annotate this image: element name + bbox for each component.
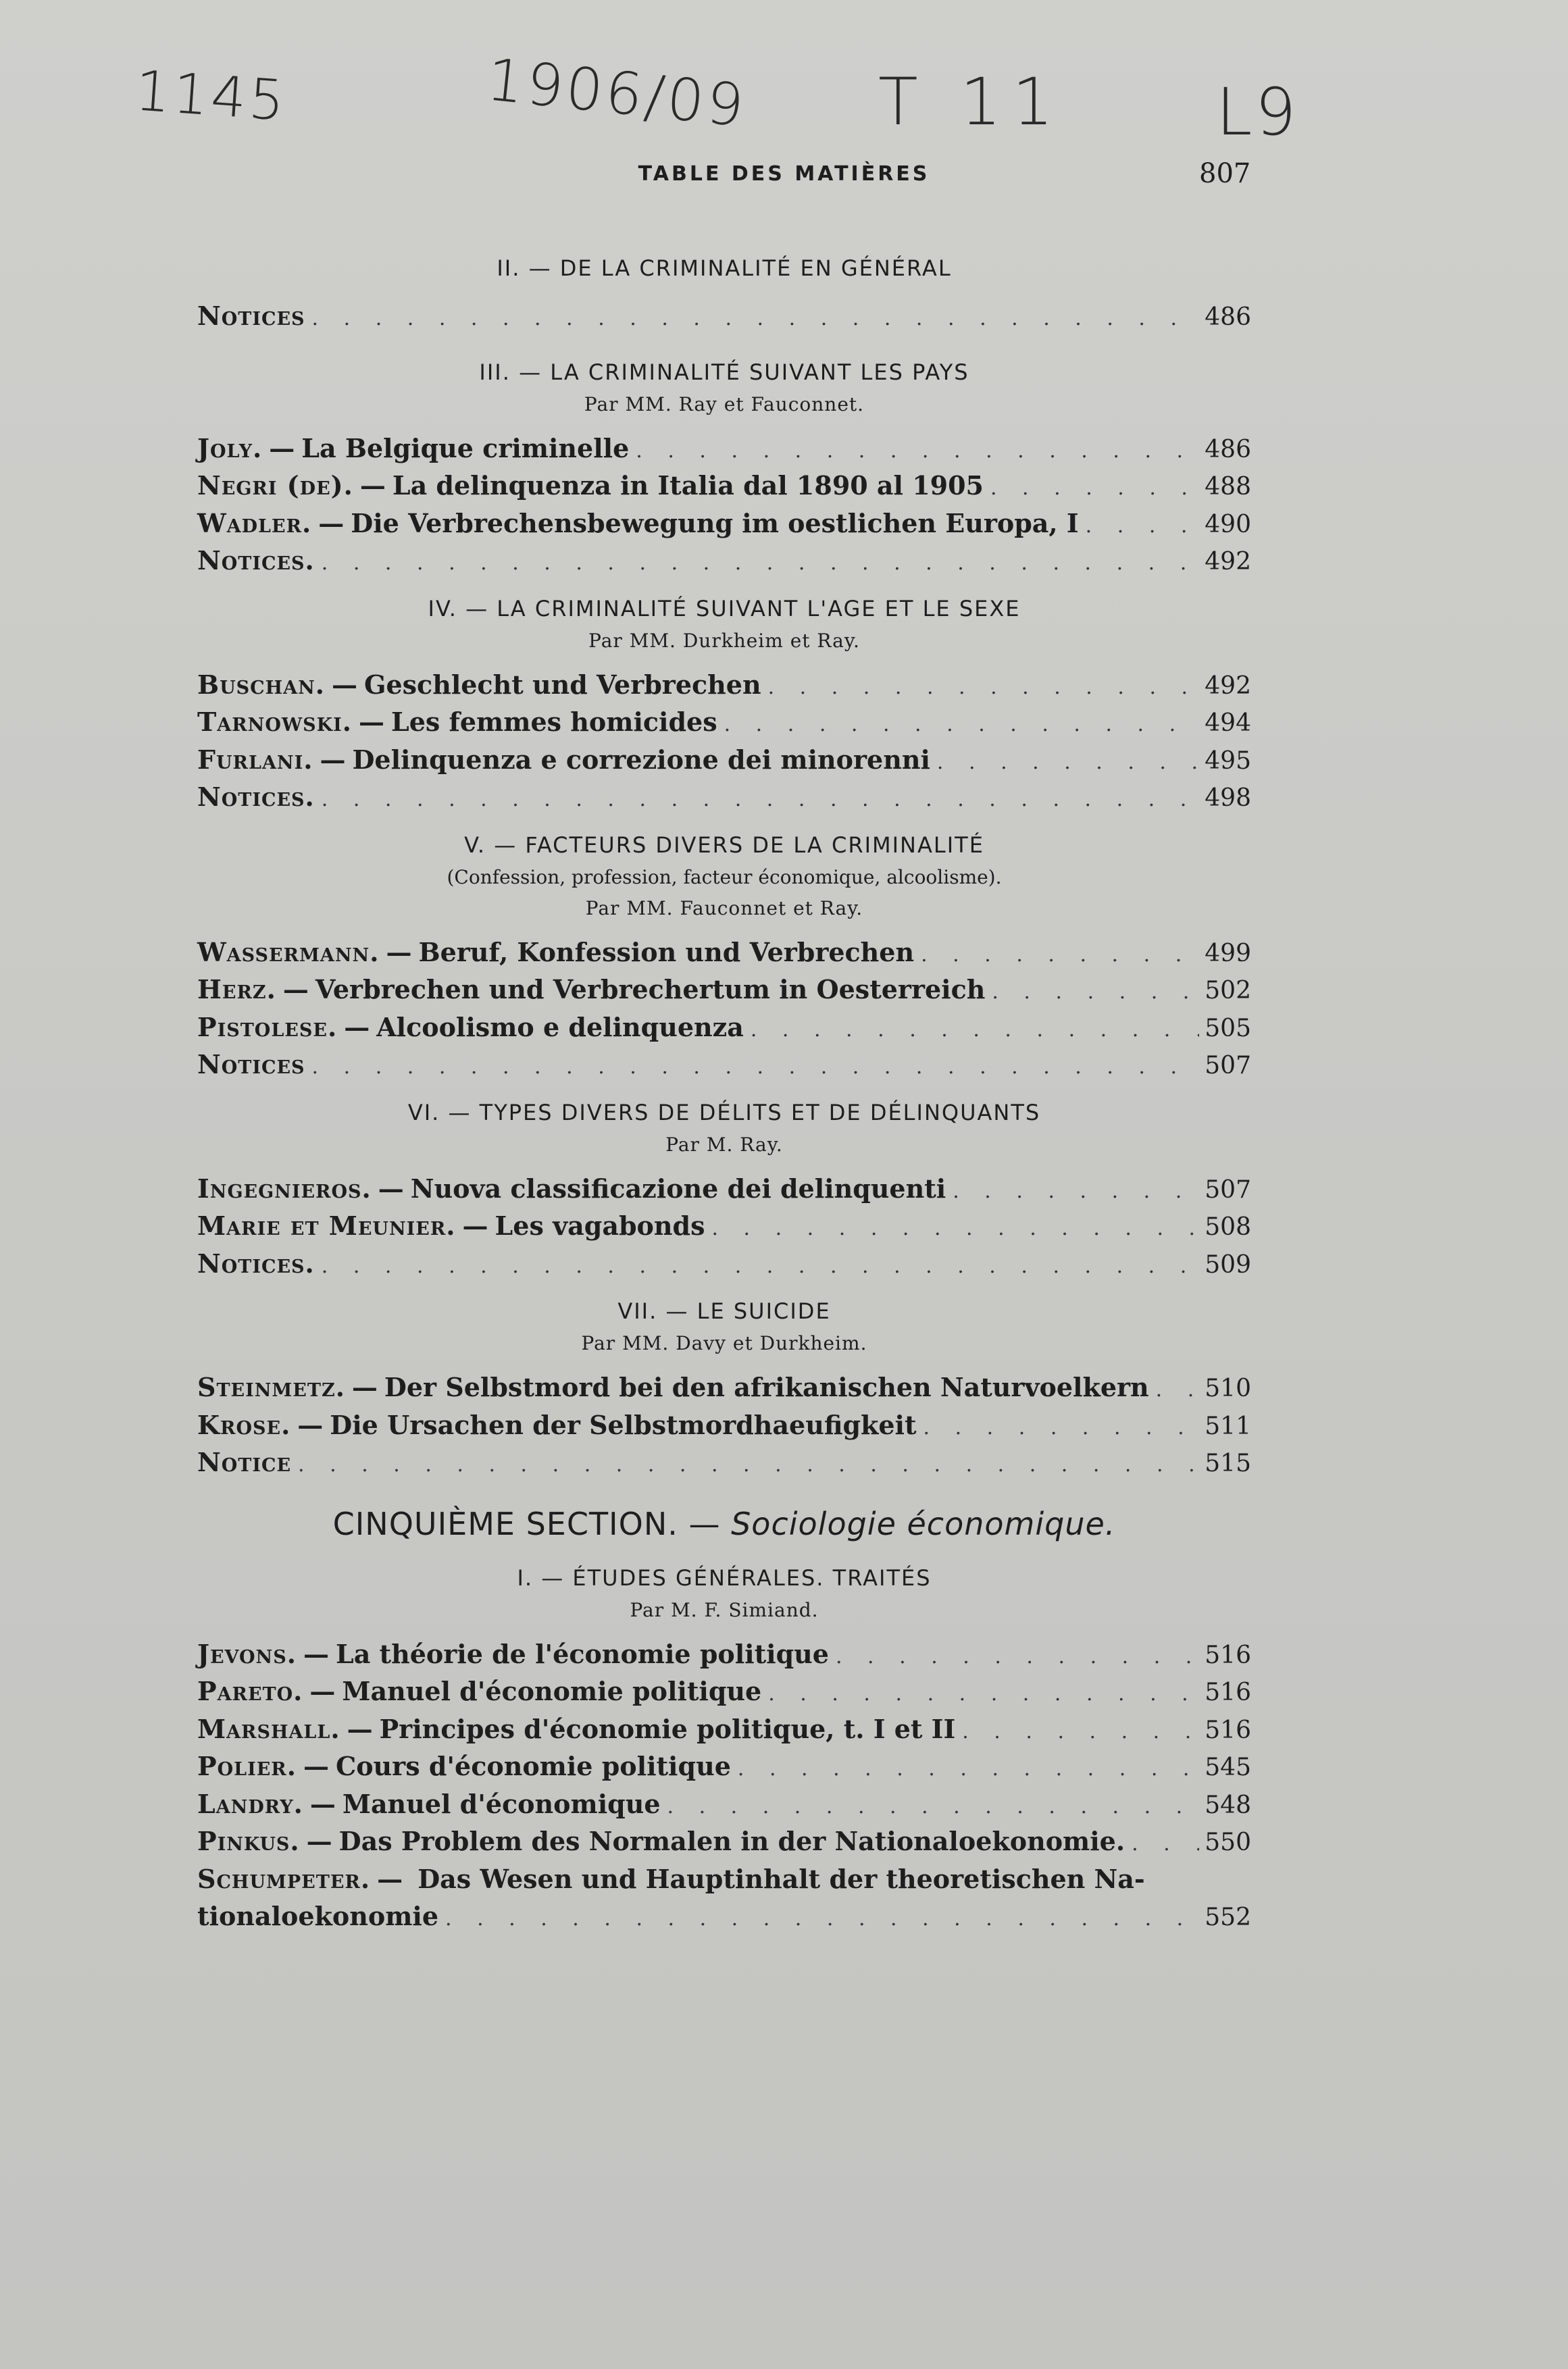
entry-page: 494: [1205, 709, 1251, 737]
entry-title: Verbrechen und Verbrechertum in Oesterreich: [315, 974, 986, 1004]
section-title: I. — ÉTUDES GÉNÉRALES. TRAITÉS: [517, 1564, 932, 1591]
handwritten-annotation: 1145: [132, 59, 289, 134]
entry-title: Manuel d'économique: [342, 1788, 661, 1819]
leader-dots: [751, 1011, 1199, 1049]
leader-dots: [1086, 507, 1200, 545]
section-authors: Par MM. Davy et Durkheim.: [581, 1332, 867, 1354]
toc-entry: Ingegnieros. — Nuova classificazione dei delinquenti . . . 507: [197, 1170, 1251, 1208]
entry-title-line2: tionaloekonomie: [197, 1901, 439, 1931]
entry-author: Wassermann.: [197, 936, 380, 967]
leader-dots: [990, 469, 1199, 507]
toc-entry: Pistolese. — Alcoolismo e delinquenza . . . 505: [197, 1009, 1251, 1046]
toc-entry: Marshall. — Principes d'économie politique, t. I et II . . . 516: [197, 1710, 1251, 1748]
toc-entry: Pinkus. — Das Problem des Normalen in der Nationaloekonomie. . . . 550: [197, 1823, 1251, 1860]
major-section-subtitle: Sociologie économique.: [731, 1505, 1116, 1542]
entry-page: 552: [1205, 1904, 1251, 1931]
leader-dots: [937, 744, 1199, 782]
entry-title: Beruf, Konfession und Verbrechen: [418, 936, 915, 967]
leader-dots: [322, 781, 1200, 819]
entry-title: Der Selbstmord bei den afrikanischen Naturvoelkern: [384, 1372, 1149, 1402]
toc-entry: [197, 1046, 1251, 1084]
entry-author: Pistolese.: [197, 1011, 338, 1042]
entry-page: 516: [1205, 1641, 1251, 1669]
entry-page: 550: [1205, 1829, 1251, 1856]
entry-title: La Belgique criminelle: [301, 432, 630, 463]
leader-dots: [924, 1409, 1200, 1447]
entry-author: Notices.: [197, 545, 315, 576]
entry-page: 507: [1205, 1052, 1251, 1079]
entry-author: Ingegnieros.: [197, 1173, 372, 1204]
toc-entry: Buschan. — Geschlecht und Verbrechen . . . 492: [197, 666, 1251, 704]
entry-author: Notices.: [197, 782, 315, 812]
entry-page: 510: [1205, 1375, 1251, 1402]
section-title: VII. — LE SUICIDE: [617, 1298, 831, 1324]
toc-entry: Jevons. — La théorie de l'économie politique . . . 516: [197, 1635, 1251, 1673]
section-authors: Par M. Ray.: [665, 1133, 783, 1156]
entry-title: Les vagabonds: [495, 1211, 705, 1241]
entry-author: Furlani.: [197, 744, 313, 775]
entry-title-line1: Das Wesen und Hauptinhalt der theoretischen Na-: [418, 1863, 1145, 1894]
entry-page: 495: [1205, 746, 1251, 775]
section-authors: Par MM. Durkheim et Ray.: [588, 629, 860, 652]
toc-entry: [197, 297, 1251, 335]
section-title: III. — LA CRIMINALITÉ SUIVANT LES PAYS: [479, 359, 969, 385]
entry-author: Polier.: [197, 1751, 297, 1781]
toc-entry: Wassermann. — Beruf, Konfession und Verbrechen . . . 499: [197, 934, 1251, 971]
entry-page: 515: [1205, 1450, 1251, 1477]
entry-title: Manuel d'économie politique: [342, 1676, 762, 1706]
toc-entry: Herz. — Verbrechen und Verbrechertum in Oesterreich . . . 502: [197, 971, 1251, 1009]
entry-author: Marie et Meunier.: [197, 1211, 456, 1241]
toc-entry: Tarnowski. — Les femmes homicides . . . 494: [197, 703, 1251, 741]
leader-dots: [921, 936, 1199, 974]
toc-entry: Wadler. — Die Verbrechensbewegung im oestlichen Europa, I . . . 490: [197, 505, 1251, 542]
leader-dots: [962, 1713, 1199, 1751]
toc-entry: [197, 1245, 1251, 1283]
leader-dots: [836, 1638, 1199, 1676]
entry-title: La théorie de l'économie politique: [335, 1638, 829, 1669]
entry-title: Cours d'économie politique: [335, 1751, 731, 1781]
entry-page: 486: [1205, 303, 1251, 331]
leader-dots: [322, 544, 1200, 582]
entry-author: Pinkus.: [197, 1826, 300, 1856]
entry-page: 507: [1205, 1175, 1251, 1204]
leader-dots: [711, 1210, 1199, 1248]
entry-page: 545: [1205, 1754, 1251, 1781]
leader-dots: [724, 706, 1200, 744]
entry-author: Joly.: [197, 432, 263, 463]
leader-dots: [312, 1048, 1200, 1086]
major-section-title: CINQUIÈME SECTION. —: [332, 1505, 721, 1542]
entry-page: 511: [1205, 1412, 1251, 1440]
entry-page: 509: [1205, 1250, 1251, 1279]
entry-page: 499: [1205, 939, 1251, 967]
entry-author: Wadler.: [197, 507, 312, 538]
entry-page: 498: [1205, 784, 1251, 812]
toc-entry: Krose. — Die Ursachen der Selbstmordhaeufigkeit . . . 511: [197, 1406, 1251, 1444]
handwritten-annotation: T 11: [878, 64, 1065, 140]
entry-page: 488: [1205, 473, 1251, 501]
handwritten-annotation: L9: [1216, 74, 1299, 150]
leader-dots: [636, 432, 1199, 470]
handwritten-annotation: 1906/09: [483, 46, 750, 141]
leader-dots: [1156, 1371, 1200, 1409]
entry-author: Krose.: [197, 1409, 291, 1440]
entry-title: Die Verbrechensbewegung im oestlichen Europa, I: [351, 507, 1079, 538]
leader-dots: [1132, 1825, 1199, 1863]
entry-title: Delinquenza e correzione dei minorenni: [352, 744, 930, 775]
toc-entry: Polier. — Cours d'économie politique . . . 545: [197, 1748, 1251, 1785]
entry-author: Herz.: [197, 974, 276, 1004]
toc-entry: Joly. — La Belgique criminelle . . . 486: [197, 430, 1251, 467]
entry-title: Das Problem des Normalen in der Nationaloekonomie.: [338, 1826, 1126, 1856]
toc-entry: Negri (de). — La delinquenza in Italia dal 1890 al 1905 . . . 488: [197, 467, 1251, 505]
toc-entry: Schumpeter. — Das Wesen und Hauptinhalt der theoretischen Na- tionaloekonomie . . . 552: [197, 1860, 1251, 1935]
table-of-contents: [197, 251, 1251, 1935]
entry-title: Principes d'économie politique, t. I et II: [379, 1713, 956, 1744]
entry-page: 486: [1205, 435, 1251, 463]
entry-page: 490: [1205, 510, 1251, 538]
leader-dots: [953, 1173, 1199, 1211]
entry-author: Schumpeter.: [197, 1863, 371, 1894]
section-title: II. — DE LA CRIMINALITÉ EN GÉNÉRAL: [497, 255, 952, 281]
entry-author: Negri (de).: [197, 470, 353, 501]
entry-page: 516: [1205, 1716, 1251, 1744]
entry-title: Les femmes homicides: [391, 707, 717, 737]
entry-author: Marshall.: [197, 1713, 340, 1744]
entry-author: Landry.: [197, 1788, 303, 1819]
entry-author: Pareto.: [197, 1676, 303, 1706]
entry-author: Notices: [197, 1049, 305, 1079]
entry-author: Jevons.: [197, 1638, 297, 1669]
section-authors: Par MM. Ray et Fauconnet.: [584, 392, 865, 415]
toc-entry: Landry. — Manuel d'économique . . . 548: [197, 1785, 1251, 1823]
entry-title: Die Ursachen der Selbstmordhaeufigkeit: [330, 1409, 917, 1440]
section-authors: Par M. F. Simiand.: [630, 1598, 819, 1621]
leader-dots: [312, 300, 1200, 338]
entry-author: Tarnowski.: [197, 707, 353, 737]
entry-author: Steinmetz.: [197, 1372, 345, 1402]
leader-dots: [445, 1900, 1199, 1938]
entry-author: Notices.: [197, 1248, 315, 1279]
section-title: IV. — LA CRIMINALITÉ SUIVANT L'AGE ET LE SEXE: [428, 595, 1021, 621]
page-number: 807: [1199, 158, 1251, 189]
major-section-heading: [197, 1506, 1251, 1542]
entry-page: 492: [1205, 548, 1251, 576]
header-title: TABLE DES MATIÈRES: [638, 162, 930, 186]
entry-author: Notices: [197, 301, 305, 331]
section-authors: Par MM. Fauconnet et Ray.: [585, 896, 863, 919]
toc-entry: Steinmetz. — Der Selbstmord bei den afrikanischen Naturvoelkern . . . 510: [197, 1369, 1251, 1406]
toc-entry: Furlani. — Delinquenza e correzione dei minorenni . . . 495: [197, 741, 1251, 779]
entry-page: 505: [1205, 1014, 1251, 1042]
entry-author: Notice: [197, 1447, 292, 1477]
toc-entry: Pareto. — Manuel d'économie politique . . . 516: [197, 1673, 1251, 1710]
section-title: VI. — TYPES DIVERS DE DÉLITS ET DE DÉLINQUANTS: [407, 1099, 1041, 1125]
entry-title: La delinquenza in Italia dal 1890 al 1905: [392, 470, 984, 501]
running-header: [0, 158, 1568, 192]
leader-dots: [768, 1675, 1199, 1713]
entry-page: 548: [1205, 1791, 1251, 1819]
section-title: V. — FACTEURS DIVERS DE LA CRIMINALITÉ: [464, 832, 984, 858]
entry-page: 508: [1205, 1213, 1251, 1241]
leader-dots: [768, 669, 1200, 707]
entry-title: Alcoolismo e delinquenza: [376, 1011, 744, 1042]
toc-entry: [197, 542, 1251, 580]
leader-dots: [322, 1248, 1200, 1285]
leader-dots: [738, 1750, 1199, 1788]
toc-entry: Marie et Meunier. — Les vagabonds . . . 508: [197, 1207, 1251, 1245]
toc-entry: [197, 778, 1251, 816]
toc-entry: [197, 1444, 1251, 1481]
leader-dots: [298, 1446, 1199, 1484]
leader-dots: [667, 1788, 1200, 1826]
entry-page: 502: [1205, 977, 1251, 1004]
entry-author: Buschan.: [197, 669, 326, 700]
leader-dots: [992, 973, 1199, 1011]
entry-title: Geschlecht und Verbrechen: [364, 669, 761, 700]
entry-title: Nuova classificazione dei delinquenti: [410, 1173, 946, 1204]
section-note: (Confession, profession, facteur économique, alcoolisme).: [447, 865, 1002, 888]
entry-page: 516: [1205, 1679, 1251, 1706]
entry-page: 492: [1205, 671, 1251, 700]
